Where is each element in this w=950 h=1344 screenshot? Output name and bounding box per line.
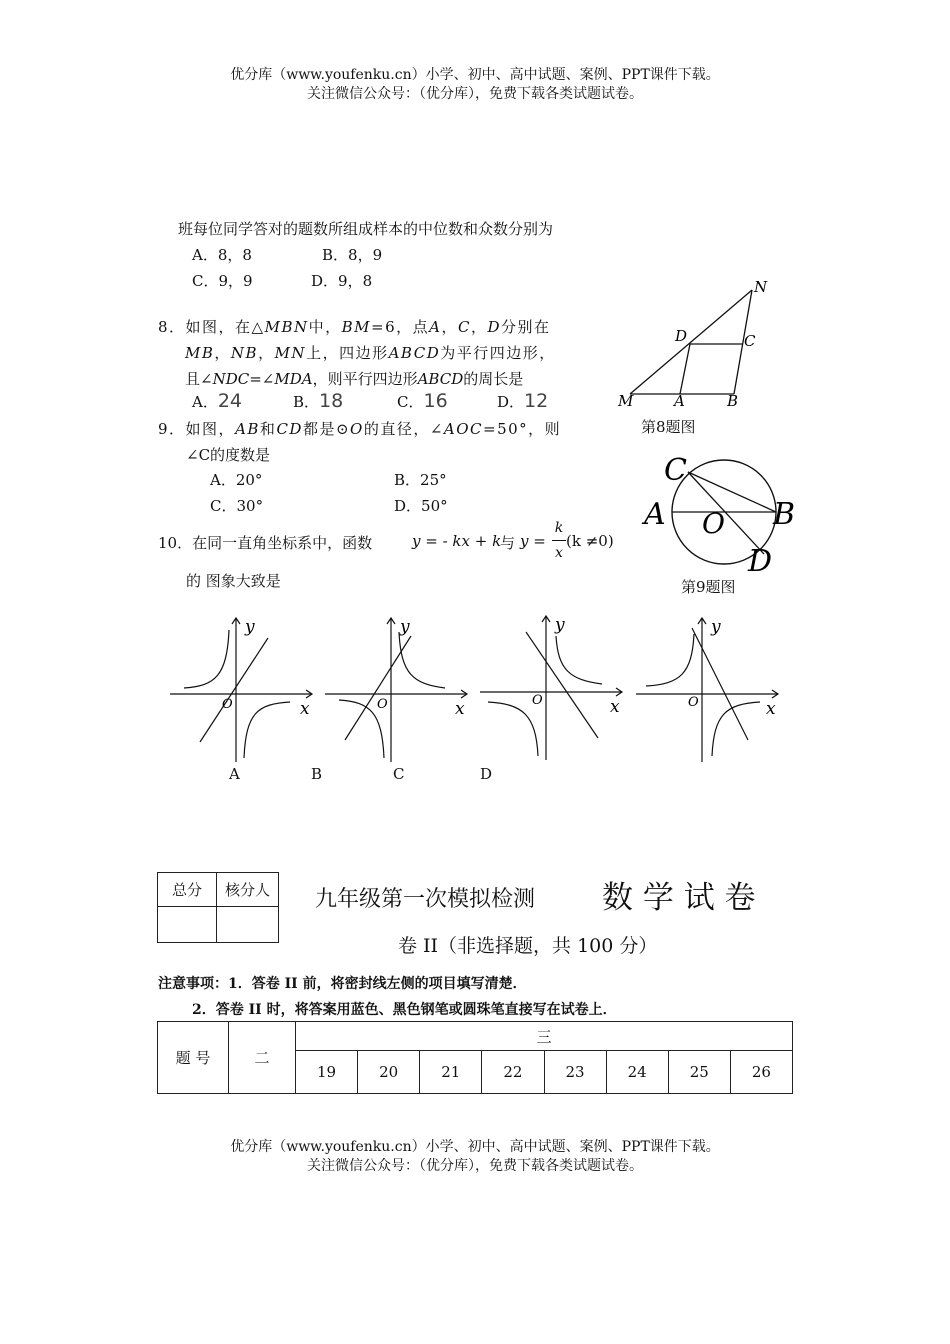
q10-function-linear: y = - kx + k	[412, 532, 502, 550]
q8-line-da	[680, 344, 690, 394]
header-line-2: 关注微信公众号：（优分库），免费下载各类试题试卷。	[307, 86, 643, 102]
q9-label-c: C	[664, 453, 687, 488]
q8-option-c: C．16	[397, 390, 448, 412]
q8-line-3: 且∠NDC=∠MDA，则平行四边形ABCD的周长是	[185, 370, 524, 388]
q10-graph-a-origin: O	[222, 697, 233, 712]
q10-graph-d-x: x	[766, 699, 776, 719]
footer-line-2: 关注微信公众号：（优分库），免费下载各类试题试卷。	[307, 1158, 643, 1174]
q8-line-2: MB，NB，MN上，四边形ABCD为平行四边形，	[185, 344, 556, 362]
note-1: 注意事项：1．答卷 II 前，将密封线左侧的项目填写清楚．	[158, 976, 527, 992]
exam-subtitle: 卷 II（非选择题，共 100 分）	[398, 935, 658, 957]
q10-graph-c-x: x	[610, 697, 620, 717]
q10-frac-bar	[552, 540, 566, 541]
q10-frac-denominator: x	[555, 545, 563, 561]
q7-option-c: C．9，9	[192, 272, 253, 290]
q10-graph-d-hyperbola-left	[646, 634, 694, 686]
q9-diameter-cd	[688, 472, 764, 554]
q10-graph-b-x: x	[455, 699, 465, 719]
q10-line-2: 的 图象大致是	[186, 572, 281, 590]
q9-label-d: D	[748, 544, 773, 576]
q10-graph-a	[170, 612, 318, 762]
q10-graph-b-origin: O	[377, 697, 388, 712]
exam-title-big: 数 学 试 卷	[602, 880, 756, 916]
q10-label-b: B	[311, 765, 323, 783]
score-table-q23: 23	[544, 1051, 606, 1094]
footer-line-1: 优分库（www.youfenku.cn）小学、初中、高中试题、案例、PPT课件下载。	[230, 1139, 720, 1155]
score-table-q24: 24	[606, 1051, 668, 1094]
q10-label-c: C	[393, 765, 405, 783]
q7-option-d: D．9，8	[311, 272, 373, 290]
q8-label-m: M	[618, 392, 634, 410]
exam-title-small: 九年级第一次模拟检测	[315, 887, 536, 912]
q10-graph-a-y: y	[245, 617, 255, 637]
score-box-checker-cell[interactable]	[217, 907, 279, 943]
q10-graph-d	[636, 612, 784, 762]
score-table-q21: 21	[420, 1051, 482, 1094]
q8-option-d: D．12	[497, 390, 549, 412]
q9-option-b: B．25°	[394, 471, 447, 489]
q10-graph-c-y: y	[555, 615, 565, 635]
score-box-header-total: 总分	[158, 873, 217, 907]
q10-graph-c	[480, 610, 628, 760]
q9-option-a: A．20°	[210, 471, 263, 489]
q10-graph-c-hyperbola-left	[488, 702, 538, 756]
q10-graph-c-line	[526, 632, 598, 738]
score-table-q22: 22	[482, 1051, 544, 1094]
q9-figure	[640, 450, 810, 576]
score-table-col-two: 二	[229, 1022, 296, 1094]
q10-function-lhs: y =	[520, 532, 546, 550]
q10-graph-b-hyperbola-right	[399, 632, 445, 688]
score-table-q26: 26	[730, 1051, 792, 1094]
q8-label-n: N	[754, 278, 768, 296]
score-box-header-checker: 核分人	[217, 873, 279, 907]
score-table-row-label: 题 号	[158, 1022, 229, 1094]
q8-label-a: A	[674, 392, 685, 410]
q7-option-b: B．8，9	[322, 246, 383, 264]
q10-graph-b	[325, 612, 473, 762]
q8-option-b: B．18	[293, 390, 344, 412]
q8-label-b: B	[727, 392, 739, 410]
q8-line-1: 8．如图，在△MBN中，BM=6，点A，C，D分别在	[158, 318, 551, 336]
q10-graph-c-hyperbola-right	[556, 636, 602, 684]
q10-label-d: D	[480, 765, 493, 783]
total-score-box	[157, 872, 279, 943]
q7-text: 班每位同学答对的题数所组成样本的中位数和众数分别为	[178, 220, 554, 238]
q10-line-1: 10．在同一直角坐标系中，函数	[158, 534, 373, 552]
q10-graph-a-x: x	[300, 699, 310, 719]
q8-label-d: D	[675, 327, 688, 345]
q9-label-a: A	[644, 497, 666, 532]
q10-graph-a-line	[200, 638, 268, 742]
q9-label-b: B	[773, 497, 796, 532]
q10-graph-a-hyperbola-left	[184, 630, 229, 688]
q8-figure	[612, 276, 782, 414]
q8-line-mn	[630, 290, 752, 394]
q10-word-and: 与	[500, 534, 516, 552]
score-box-total-cell[interactable]	[158, 907, 217, 943]
q10-graph-d-hyperbola-right	[712, 702, 760, 756]
score-table-q20: 20	[358, 1051, 420, 1094]
q10-graph-a-hyperbola-right	[244, 702, 290, 758]
q10-label-a: A	[229, 765, 240, 783]
q7-option-a: A．8，8	[192, 246, 252, 264]
q10-graph-d-line	[692, 628, 748, 740]
score-table-q25: 25	[668, 1051, 730, 1094]
q8-option-a: A．24	[192, 390, 243, 412]
note-2: 2．答卷 II 时，将答案用蓝色、黑色钢笔或圆珠笔直接写在试卷上．	[192, 1002, 617, 1018]
q10-graph-d-y: y	[711, 617, 721, 637]
q9-line-1: 9．如图，AB和CD都是⊙O的直径，∠AOC=50°，则	[158, 420, 562, 438]
q9-line-2: ∠C的度数是	[186, 446, 271, 464]
score-table-q19: 19	[296, 1051, 358, 1094]
q9-option-d: D．50°	[394, 497, 448, 515]
score-table	[157, 1021, 793, 1094]
q8-caption: 第8题图	[641, 418, 696, 436]
q9-option-c: C．30°	[210, 497, 264, 515]
score-table-col-three: 三	[296, 1022, 793, 1051]
q10-graph-c-origin: O	[532, 693, 543, 708]
q8-label-c: C	[744, 332, 756, 350]
q10-graph-b-y: y	[400, 617, 410, 637]
q10-frac-numerator: k	[554, 520, 564, 536]
q9-caption: 第9题图	[681, 578, 736, 596]
header-line-1: 优分库（www.youfenku.cn）小学、初中、高中试题、案例、PPT课件下载。	[230, 67, 720, 83]
q10-graph-d-origin: O	[688, 695, 699, 710]
q10-condition: (k ≠0)	[566, 532, 614, 550]
q9-label-o: O	[702, 507, 725, 540]
